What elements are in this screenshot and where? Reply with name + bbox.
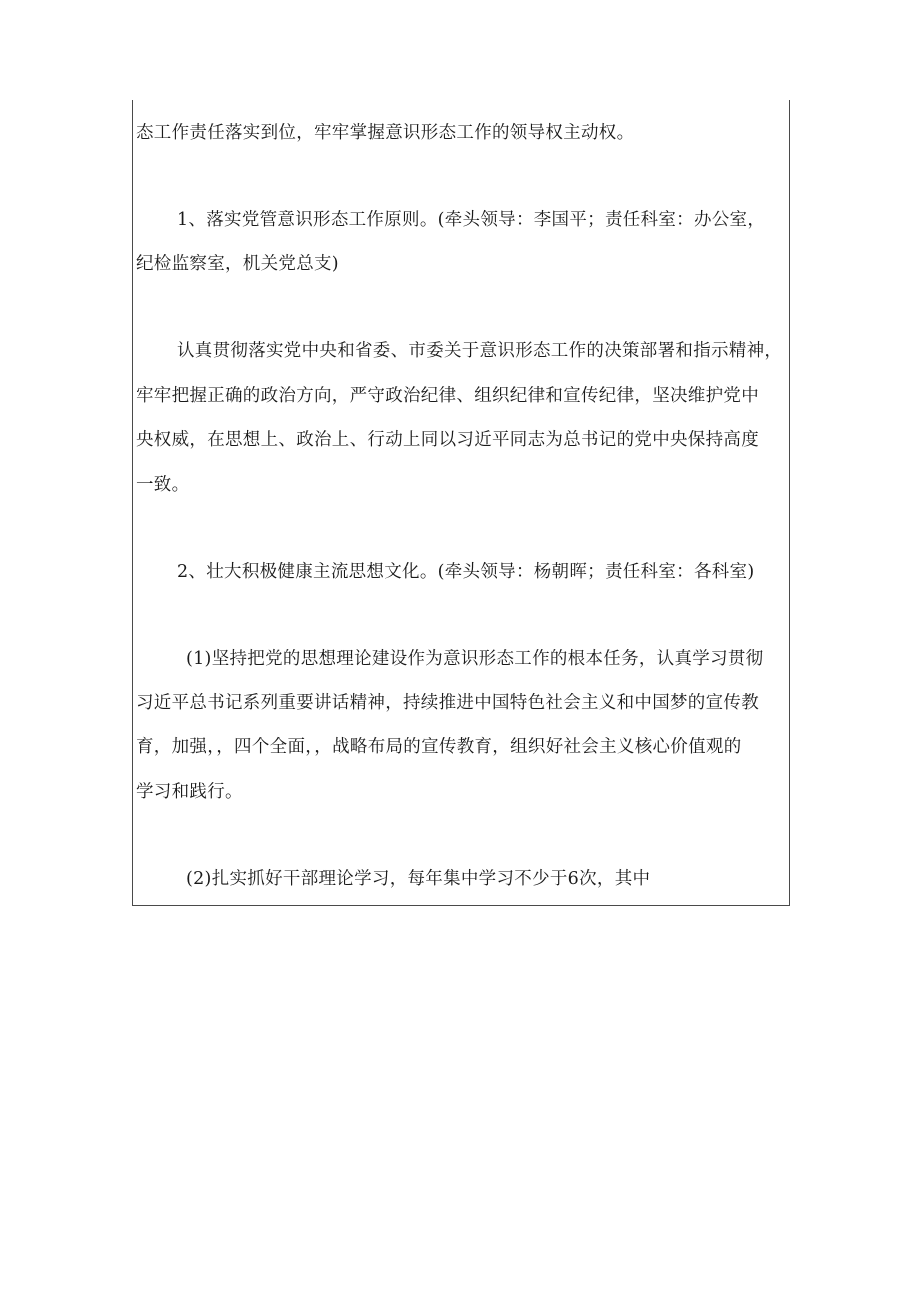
section-1-body-line-2: 牢牢把握正确的政治方向，严守政治纪律、组织纪律和宣传纪律，坚决维护党中 (136, 386, 759, 406)
item-2-line-1: (2)扎实抓好干部理论学习，每年集中学习不少于6次，其中 (186, 869, 651, 889)
section-2-heading: 2、壮大积极健康主流思想文化。(牵头领导：杨朝晖；责任科室：各科室) (177, 562, 755, 582)
item-1-line-4: 学习和践行。 (136, 782, 243, 802)
section-1-body-line-4: 一致。 (136, 475, 190, 495)
section-1-heading-line-1: 1、落实党管意识形态工作原则。(牵头领导：李国平；责任科室：办公室， (177, 210, 766, 230)
paragraph-continuation-line: 态工作责任落实到位，牢牢掌握意识形态工作的领导权主动权。 (136, 123, 635, 143)
section-1-heading-line-2: 纪检监察室，机关党总支) (136, 254, 339, 274)
section-1-body-line-1: 认真贯彻落实党中央和省委、市委关于意识形态工作的决策部署和指示精神， (177, 341, 783, 361)
item-1-line-2: 习近平总书记系列重要讲话精神，持续推进中国特色社会主义和中国梦的宣传教 (136, 693, 759, 713)
section-1-body-line-3: 央权威，在思想上、政治上、行动上同以习近平同志为总书记的党中央保持高度 (136, 430, 759, 450)
item-1-line-3: 育，加强，，四个全面，，战略布局的宣传教育，组织好社会主义核心价值观的 (136, 737, 742, 757)
item-1-line-1: (1)坚持把党的思想理论建设作为意识形态工作的根本任务，认真学习贯彻 (186, 649, 764, 669)
